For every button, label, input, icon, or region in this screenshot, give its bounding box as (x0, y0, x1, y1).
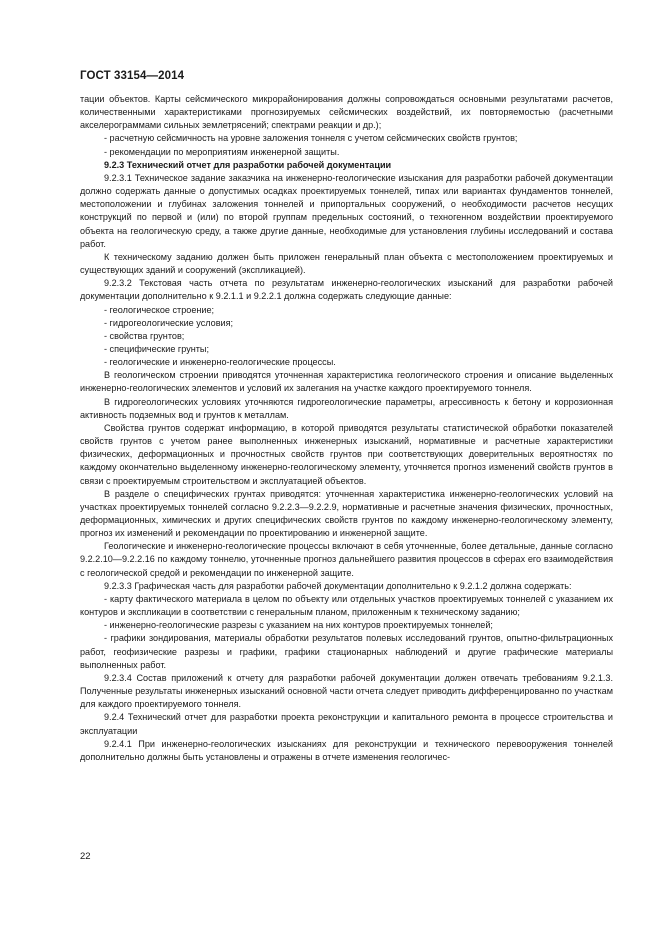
paragraph: - расчетную сейсмичность на уровне заложения тоннеля с учетом сейсмических свойств грунтов; (104, 133, 518, 144)
paragraph: Свойства грунтов содержат информацию, в которой приводятся результаты статистической обработки показателей свойств грунтов с учетом ранее выполненных инженерных изысканий, нормативные и расчетные характеристики физических, деформационных и прочностных свойств грунтов при соответствующих доверительных вероятностях по каждому окончательно выделенному инженерно-геологическому элементу, уточняется прогноз изменений свойств грунтов в связи с проектируемым строительством и эксплуатацией объектов. (80, 422, 613, 486)
paragraph: - гидрогеологические условия; (104, 317, 234, 328)
paragraph: - рекомендации по мероприятиям инженерной защиты. (104, 146, 340, 157)
paragraph: В гидрогеологических условиях уточняются гидрогеологические параметры, агрессивность к бетону и коррозионная активность подземных вод и грунтов к металлам. (80, 396, 613, 420)
paragraph: К техническому заданию должен быть приложен генеральный план объекта с местоположением проектируемых и существующих зданий и сооружений (экспликацией). (80, 251, 613, 276)
paragraph: 9.2.4.1 При инженерно-геологических изысканиях для реконструкции и технического перевооружения тоннелей дополнительно должны быть установлены и отражены в отчете изменения геологичес- (80, 738, 613, 762)
paragraph: 9.2.4 Технический отчет для разработки проекта реконструкции и капитального ремонта в процессе строительства и эксплуатации (80, 712, 613, 736)
paragraph: В геологическом строении приводятся уточненная характеристика геологического строения и описание выделенных инженерно-геологических элементов и условий их залегания на участке каждого проектируемого тоннеля. (80, 370, 613, 394)
paragraph: - геологическое строение; (104, 304, 215, 315)
page-number: 22 (80, 851, 91, 862)
paragraph: - графики зондирования, материалы обработки результатов полевых исследований грунтов, опытно-фильтрационных работ, геофизические разрезы и графики, графики стационарных наблюдений и другие графические материалы выполненных работ. (80, 633, 613, 670)
section-heading: 9.2.3 Технический отчет для разработки рабочей документации (104, 159, 392, 170)
paragraph: В разделе о специфических грунтах приводятся: уточненная характеристика инженерно-геологических условий на участках проектируемых тоннелей согласно 9.2.2.3—9.2.2.9, нормативные и расчетные значения физических, прочностных, деформационных, химических и других специфических свойств грунтов по каждому инженерно-геологическому элементу, прогноз их изменений и рекомендации по проектированию и инженерной защите. (80, 488, 613, 539)
paragraph: - специфические грунты; (104, 343, 209, 354)
paragraph: - инженерно-геологические разрезы с указанием на них контуров проектируемых тоннелей; (104, 620, 493, 631)
paragraph: 9.2.3.3 Графическая часть для разработки рабочей документации дополнительно к 9.2.1.2 должна содержать: (104, 580, 572, 591)
document-header: ГОСТ 33154—2014 (80, 70, 185, 82)
paragraph: - карту фактического материала в целом по объекту или отдельных участков проектируемых тоннелей с указанием их контуров и экспликации в соответствии с генеральным планом, приложенным к техническому заданию; (80, 593, 613, 618)
paragraph: - геологические и инженерно-геологические процессы. (104, 357, 336, 368)
paragraph: - свойства грунтов; (104, 330, 185, 341)
paragraph: Геологические и инженерно-геологические процессы включают в себя уточненные, более детальные, данные согласно 9.2.2.10—9.2.2.16 по каждому тоннелю, уточненные прогноз дальнейшего развития процессов в сферах его взаимодействия с геологической средой и рекомендации по инженерной защите. (80, 541, 613, 578)
paragraph: 9.2.3.4 Состав приложений к отчету для разработки рабочей документации должен отвечать требованиям 9.2.1.3. Полученные результаты инженерных изысканий основной части отчета следует приводить дифференцированно по участкам для каждого проектируемого тоннеля. (80, 672, 613, 710)
paragraph: 9.2.3.1 Техническое задание заказчика на инженерно-геологические изыскания для разработки рабочей документации должно содержать данные о допустимых осадках проектируемых тоннелей, типах или вариантах фундаментов тоннелей, местоположении и глубинах заложения тоннелей и припортальных сооружений, о необходимости расчетов несущих конструкций по первой и (или) по второй группам предельных состояний, о техногенном воздействии проектируемого объекта на геологическую среду, а также другие данные, необходимые для установления глубины исследований и состава работ. (80, 172, 613, 249)
document-body (80, 93, 613, 764)
paragraph: 9.2.3.2 Текстовая часть отчета по результатам инженерно-геологических изысканий для разработки рабочей документации дополнительно к 9.2.1.1 и 9.2.2.1 должна содержать следующие данные: (80, 278, 613, 302)
paragraph: тации объектов. Карты сейсмического микрорайонирования должны сопровождаться основными результатами расчетов, количественными характеристиками прогнозируемых сейсмических воздействий, их повторяемостью (расчетными акселерограммами сильных землетрясений; спектрами реакции и др.); (80, 94, 613, 131)
